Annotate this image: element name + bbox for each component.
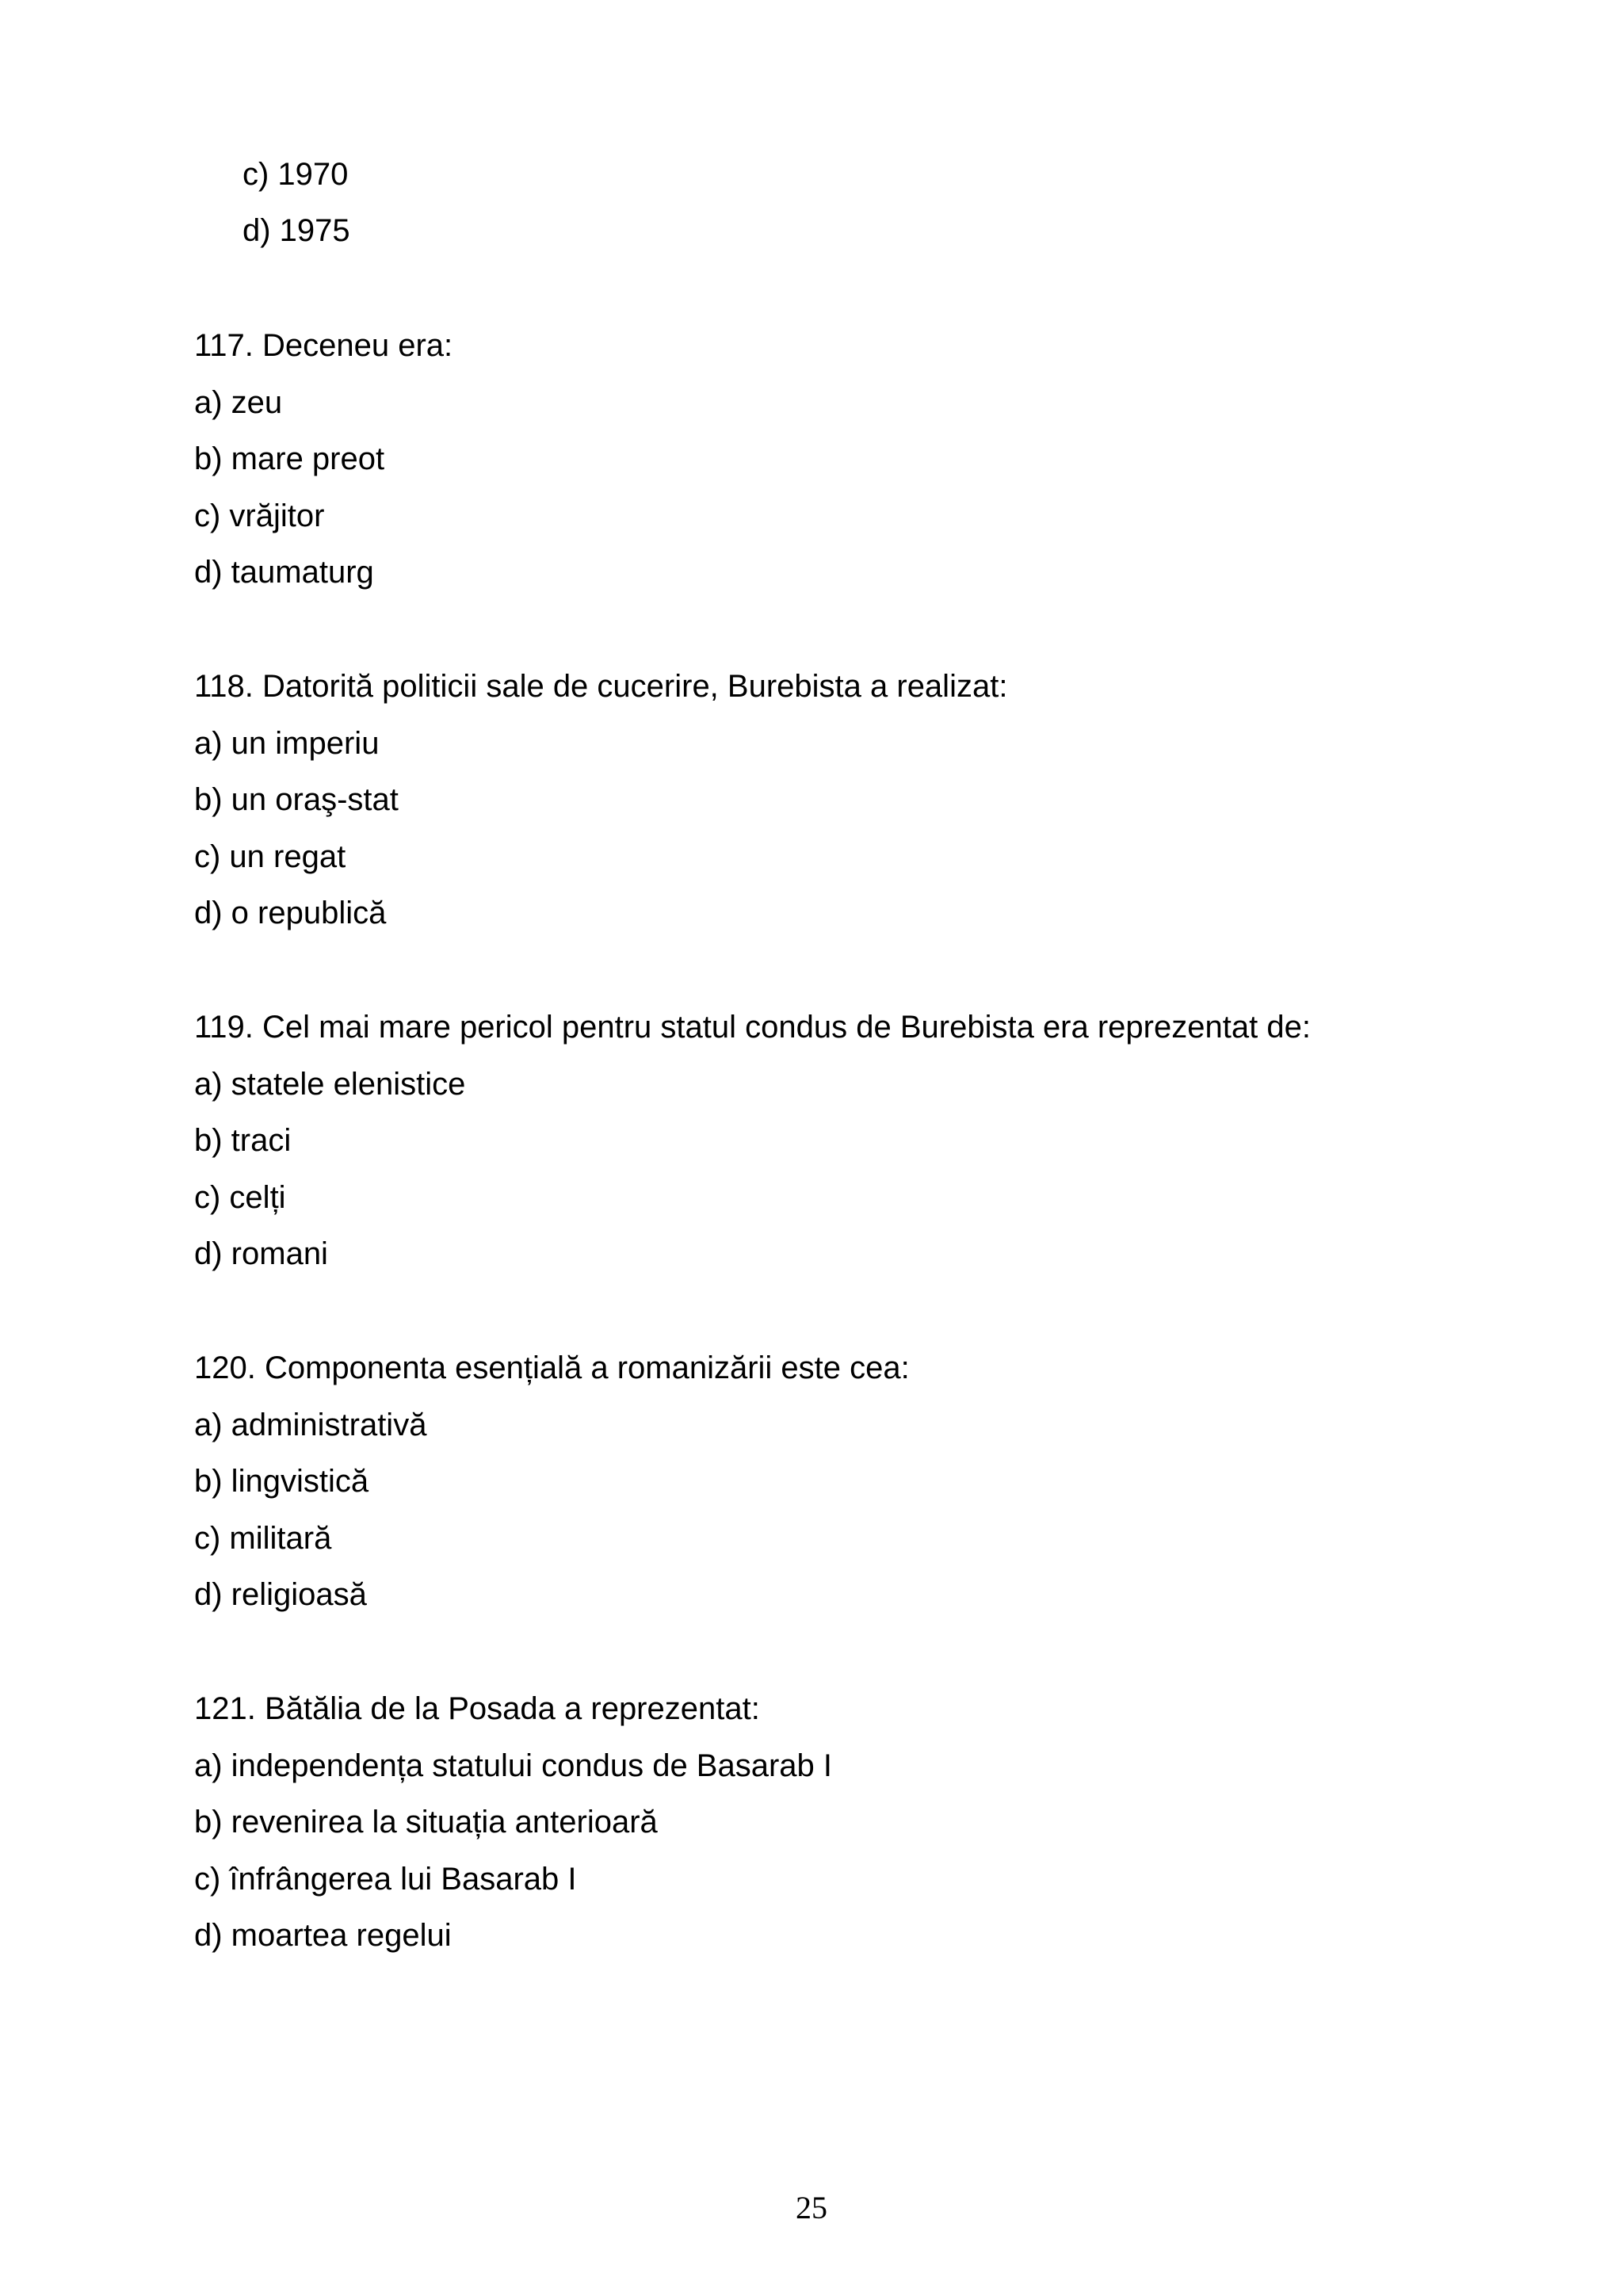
question-121-option-c: c) înfrângerea lui Basarab I bbox=[194, 1862, 577, 1897]
question-120-stem: 120. Componenta esențială a romanizării este cea: bbox=[194, 1350, 910, 1385]
question-119-option-c: c) celți bbox=[194, 1180, 286, 1215]
question-121-option-b: b) revenirea la situația anterioară bbox=[194, 1805, 658, 1839]
question-120-option-b: b) lingvistică bbox=[194, 1464, 369, 1499]
question-120-option-c: c) militară bbox=[194, 1521, 332, 1556]
question-119-option-b: b) traci bbox=[194, 1123, 292, 1158]
question-121-stem: 121. Bătălia de la Posada a reprezentat: bbox=[194, 1691, 760, 1726]
question-117-option-b: b) mare preot bbox=[194, 441, 385, 476]
continued-option: c) 1970 bbox=[242, 157, 349, 192]
question-117-option-a: a) zeu bbox=[194, 385, 283, 420]
question-120-option-d: d) religioasă bbox=[194, 1577, 367, 1612]
question-121-option-d: d) moartea regelui bbox=[194, 1918, 452, 1953]
question-117-option-c: c) vrăjitor bbox=[194, 499, 325, 533]
question-118-stem: 118. Datorită politicii sale de cucerire, Burebista a realizat: bbox=[194, 669, 1008, 704]
question-119-stem: 119. Cel mai mare pericol pentru statul condus de Burebista era reprezentat de: bbox=[194, 1010, 1311, 1045]
question-121-option-a: a) independența statului condus de Basarab I bbox=[194, 1748, 833, 1783]
page-number: 25 bbox=[796, 2190, 827, 2225]
question-119-option-d: d) romani bbox=[194, 1236, 328, 1271]
question-117-stem: 117. Deceneu era: bbox=[194, 328, 453, 363]
question-120-option-a: a) administrativă bbox=[194, 1408, 427, 1442]
question-118-option-a: a) un imperiu bbox=[194, 726, 380, 761]
question-119-option-a: a) statele elenistice bbox=[194, 1067, 466, 1102]
question-118-option-b: b) un oraş-stat bbox=[194, 782, 399, 817]
continued-option: d) 1975 bbox=[242, 213, 350, 248]
question-117-option-d: d) taumaturg bbox=[194, 555, 374, 590]
question-118-option-c: c) un regat bbox=[194, 839, 346, 874]
question-118-option-d: d) o republică bbox=[194, 896, 387, 930]
